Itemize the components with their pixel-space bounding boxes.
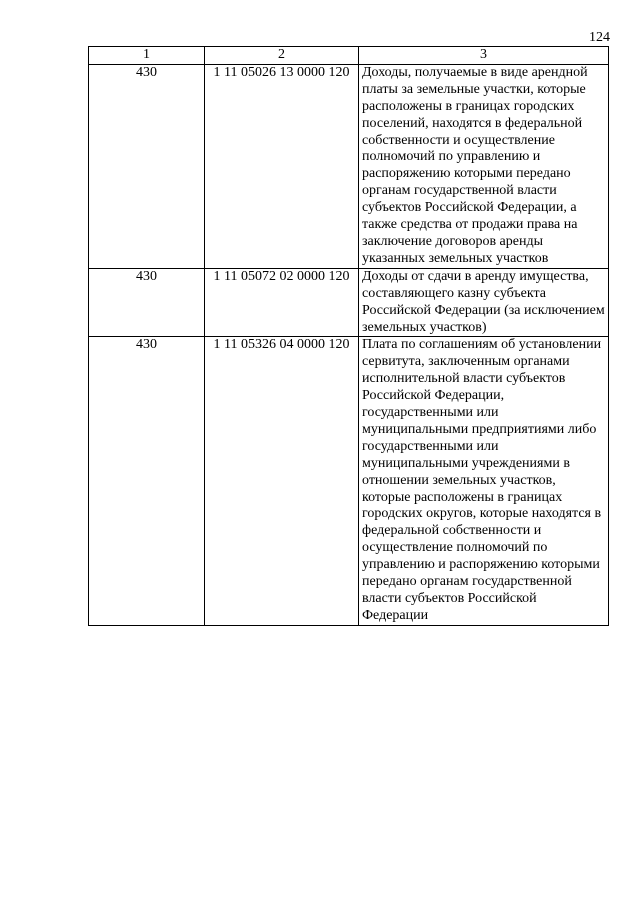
page-number: 124: [589, 30, 610, 45]
kbk-code-cell: 1 11 05326 04 0000 120: [205, 337, 359, 625]
revenue-name-cell: Доходы от сдачи в аренду имущества, составляющего казну субъекта Российской Федерации (за исключением земельных участков): [359, 268, 609, 337]
revenue-name-cell: Доходы, получаемые в виде арендной платы за земельные участки, которые расположены в границах городских поселений, находятся в федеральной собственности и осуществление полномочий по управлению и распоряжению которыми передано органам государственной власти субъектов Российской Федерации, а также средства от продажи права на заключение договоров аренды указанных земельных участков: [359, 64, 609, 268]
header-cell-column-3: 3: [359, 47, 609, 65]
header-cell-column-1: 1: [89, 47, 205, 65]
header-cell-column-2: 2: [205, 47, 359, 65]
revenue-codes-table: [88, 46, 609, 626]
kbk-code-cell: 1 11 05026 13 0000 120: [205, 64, 359, 268]
kbk-code-cell: 1 11 05072 02 0000 120: [205, 268, 359, 337]
admin-code-cell: 430: [89, 268, 205, 337]
revenue-name-cell: Плата по соглашениям об установлении сервитута, заключенным органами исполнительной власти субъектов Российской Федерации, государственными или муниципальными предприятиями либо государственными или муниципальными учреждениями в отношении земельных участков, которые расположены в границах городских округов, которые находятся в федеральной собственности и осуществление полномочий по управлению и распоряжению которыми передано органам государственной власти субъектов Российской Федерации: [359, 337, 609, 625]
table-row: [89, 337, 609, 625]
table-row: [89, 268, 609, 337]
admin-code-cell: 430: [89, 337, 205, 625]
table-row: [89, 64, 609, 268]
table-header-row: [89, 47, 609, 65]
admin-code-cell: 430: [89, 64, 205, 268]
